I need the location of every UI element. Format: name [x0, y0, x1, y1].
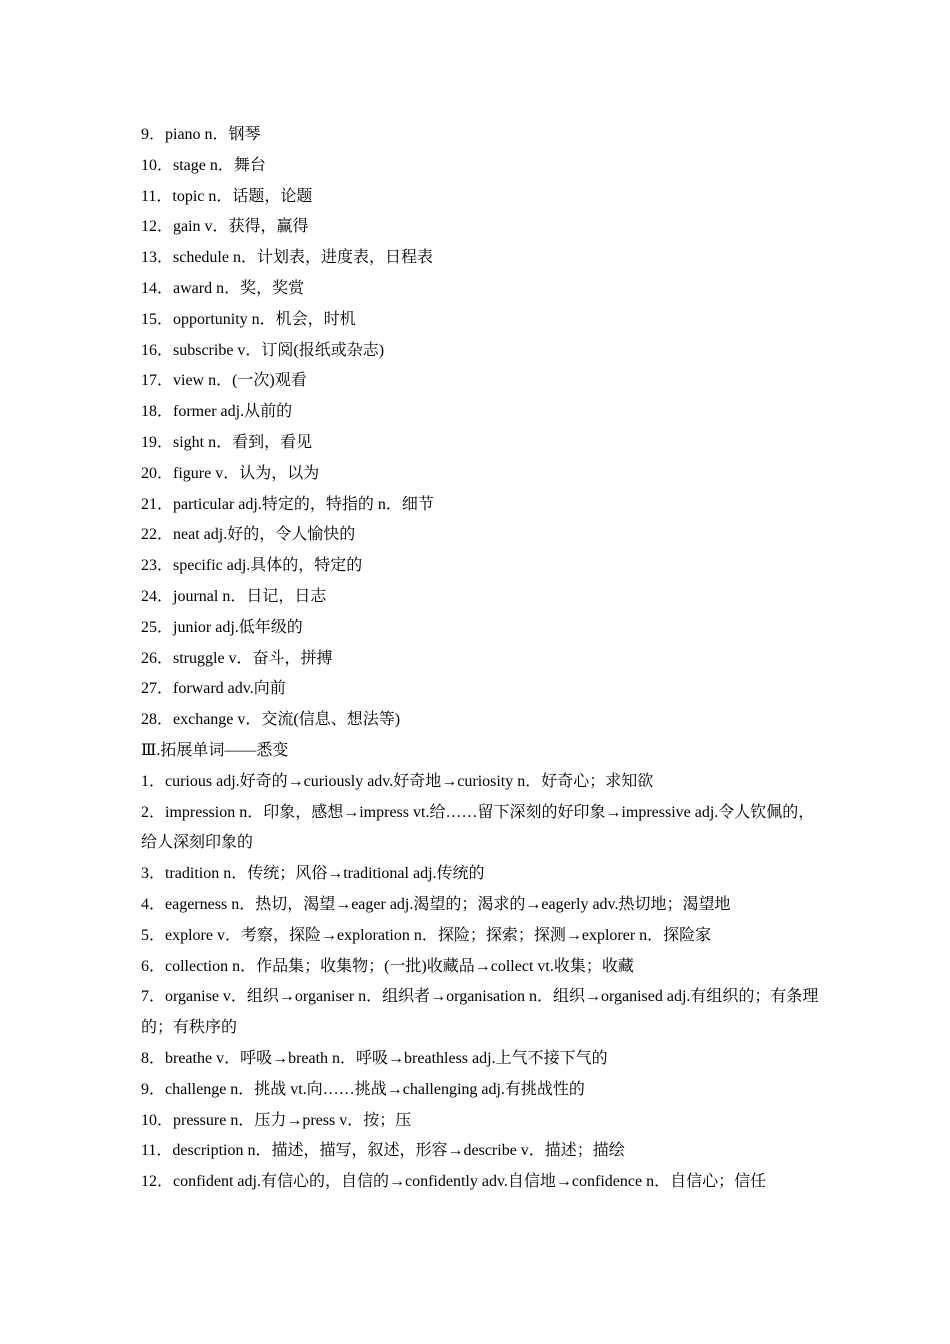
- expansion-item: 8．breathe v．呼吸→breath n．呼吸→breathless adj.上气不接下气的: [141, 1049, 608, 1067]
- vocab-item: 27．forward adv.向前: [141, 680, 286, 698]
- expansion-list: [141, 767, 821, 1198]
- vocab-item: 21．particular adj.特定的，特指的 n．细节: [141, 495, 434, 513]
- vocab-item: 23．specific adj.具体的，特定的: [141, 557, 363, 575]
- vocab-list: [141, 120, 821, 736]
- vocab-item: 22．neat adj.好的，令人愉快的: [141, 526, 356, 544]
- vocab-item: 20．figure v．认为，以为: [141, 464, 320, 482]
- vocab-item: 10．stage n．舞台: [141, 156, 266, 174]
- vocab-item: 24．journal n．日记，日志: [141, 587, 327, 605]
- expansion-item: 3．tradition n．传统；风俗→traditional adj.传统的: [141, 865, 485, 883]
- vocab-item: 18．former adj.从前的: [141, 403, 293, 421]
- vocab-item: 13．schedule n．计划表，进度表，日程表: [141, 249, 433, 267]
- vocab-item: 15．opportunity n．机会，时机: [141, 310, 356, 328]
- vocab-item: 28．exchange v．交流(信息、想法等): [141, 711, 401, 729]
- expansion-item: 5．explore v．考察，探险→exploration n．探险；探索；探测→explorer n．探险家: [141, 926, 712, 944]
- vocab-item: 16．subscribe v．订阅(报纸或杂志): [141, 341, 385, 359]
- section-heading: Ⅲ.拓展单词——悉变: [141, 741, 289, 759]
- expansion-item: 12．confident adj.有信心的，自信的→confidently adv.自信地→confidence n．自信心；信任: [141, 1173, 767, 1191]
- expansion-item: 11．description n．描述，描写，叙述，形容→describe v．描述；描绘: [141, 1142, 625, 1160]
- document-page: [141, 120, 821, 1198]
- vocab-item: 25．junior adj.低年级的: [141, 618, 303, 636]
- expansion-item: 2．impression n．印象，感想→impress vt.给……留下深刻的好印象→impressive adj.令人钦佩的，给人深刻印象的: [141, 803, 815, 852]
- vocab-item: 17．view n．(一次)观看: [141, 372, 307, 390]
- vocab-item: 9．piano n．钢琴: [141, 126, 261, 143]
- expansion-item: 1．curious adj.好奇的→curiously adv.好奇地→curiosity n．好奇心；求知欲: [141, 772, 654, 790]
- vocab-item: 26．struggle v．奋斗，拼搏: [141, 649, 333, 667]
- expansion-item: 9．challenge n．挑战 vt.向……挑战→challenging adj.有挑战性的: [141, 1080, 585, 1098]
- vocab-item: 14．award n．奖，奖赏: [141, 279, 305, 297]
- expansion-item: 7．organise v．组织→organiser n．组织者→organisation n．组织→organised adj.有组织的；有条理的；有秩序的: [141, 988, 819, 1037]
- vocab-item: 19．sight n．看到，看见: [141, 433, 313, 451]
- expansion-item: 6．collection n．作品集；收集物；(一批)收藏品→collect vt.收集；收藏: [141, 957, 634, 975]
- vocab-item: 11．topic n．话题，论题: [141, 187, 313, 205]
- vocab-item: 12．gain v．获得，赢得: [141, 218, 309, 236]
- expansion-item: 10．pressure n．压力→press v．按；压: [141, 1111, 412, 1129]
- expansion-item: 4．eagerness n．热切，渴望→eager adj.渴望的；渴求的→eagerly adv.热切地；渴望地: [141, 895, 731, 913]
